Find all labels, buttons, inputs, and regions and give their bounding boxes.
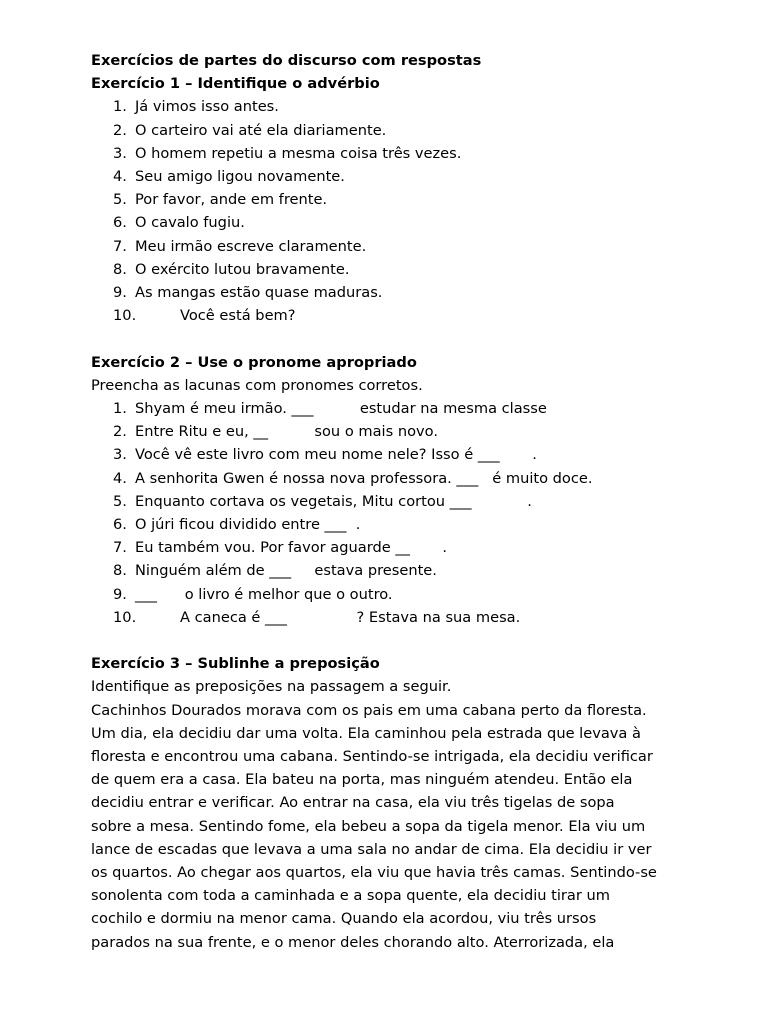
list-item — [91, 583, 691, 606]
exercise-2-intro: Preencha as lacunas com pronomes corretos. — [91, 376, 423, 394]
item-text: O cavalo fugiu. — [135, 214, 245, 232]
exercise-2-list — [91, 397, 691, 629]
exercise-3-intro: Identifique as preposições na passagem a seguir. — [91, 678, 452, 696]
exercise-1-heading: Exercício 1 – Identifique o advérbio — [91, 75, 380, 93]
item-number: 4. — [113, 469, 127, 487]
exercise-1-list — [91, 95, 691, 327]
item-number: 9. — [113, 284, 127, 302]
passage-line: de quem era a casa. Ela bateu na porta, mas ninguém atendeu. Então ela — [91, 771, 633, 789]
section-gap — [91, 629, 691, 652]
item-text: Eu também vou. Por favor aguarde __ . — [135, 539, 448, 557]
item-number: 1. — [113, 400, 127, 418]
item-text: A senhorita Gwen é nossa nova professora. ___ é muito doce. — [135, 469, 593, 487]
passage-line: floresta e encontrou uma cabana. Sentindo-se intrigada, ela decidiu verificar — [91, 748, 653, 766]
item-text: Enquanto cortava os vegetais, Mitu cortou ___ . — [135, 492, 532, 510]
item-number: 9. — [113, 585, 127, 603]
passage-line: os quartos. Ao chegar aos quartos, ela viu que havia três camas. Sentindo-se — [91, 864, 657, 882]
item-number: 10. — [113, 608, 137, 626]
section-gap — [91, 327, 691, 350]
item-number: 8. — [113, 260, 127, 278]
list-item — [91, 443, 691, 466]
passage-line: sonolenta com toda a caminhada e a sopa quente, ela decidiu tirar um — [91, 887, 610, 905]
list-item — [91, 258, 691, 281]
list-item — [91, 235, 691, 258]
item-number: 3. — [113, 446, 127, 464]
item-text: Ninguém além de ___ estava presente. — [135, 562, 437, 580]
document-page — [91, 49, 691, 954]
list-item — [91, 119, 691, 142]
exercise-3-heading: Exercício 3 – Sublinhe a preposição — [91, 655, 380, 673]
passage-line: sobre a mesa. Sentindo fome, ela bebeu a sopa da tigela menor. Ela viu um — [91, 817, 646, 835]
list-item — [91, 513, 691, 536]
list-item — [91, 490, 691, 513]
item-text: Shyam é meu irmão. ___ estudar na mesma classe — [135, 400, 547, 418]
item-text: Entre Ritu e eu, __ sou o mais novo. — [135, 423, 438, 441]
passage-line: parados na sua frente, e o menor deles chorando alto. Aterrorizada, ela — [91, 933, 615, 951]
list-item — [91, 142, 691, 165]
item-text: Meu irmão escreve claramente. — [135, 237, 367, 255]
exercise-3-passage — [91, 699, 691, 954]
item-text: O júri ficou dividido entre ___ . — [135, 516, 361, 534]
item-number: 1. — [113, 98, 127, 116]
item-text: O homem repetiu a mesma coisa três vezes. — [135, 144, 462, 162]
item-number: 6. — [113, 516, 127, 534]
item-number: 10. — [113, 307, 137, 325]
list-item — [91, 304, 691, 327]
item-number: 5. — [113, 191, 127, 209]
item-number: 8. — [113, 562, 127, 580]
list-item — [91, 467, 691, 490]
item-text: Por favor, ande em frente. — [135, 191, 328, 209]
passage-line: lance de escadas que levava a uma sala no andar de cima. Ela decidiu ir ver — [91, 840, 652, 858]
item-text: ___ o livro é melhor que o outro. — [135, 585, 393, 603]
item-number: 2. — [113, 121, 127, 139]
item-number: 3. — [113, 144, 127, 162]
list-item — [91, 165, 691, 188]
item-text: Já vimos isso antes. — [135, 98, 279, 116]
item-text: O carteiro vai até ela diariamente. — [135, 121, 387, 139]
exercise-2-heading: Exercício 2 – Use o pronome apropriado — [91, 353, 417, 371]
list-item — [91, 606, 691, 629]
item-number: 4. — [113, 168, 127, 186]
item-number: 5. — [113, 492, 127, 510]
item-text: O exército lutou bravamente. — [135, 260, 350, 278]
item-text: As mangas estão quase maduras. — [135, 284, 383, 302]
item-number: 7. — [113, 237, 127, 255]
item-number: 2. — [113, 423, 127, 441]
list-item — [91, 211, 691, 234]
list-item — [91, 188, 691, 211]
item-text: Seu amigo ligou novamente. — [135, 168, 345, 186]
passage-line: decidiu entrar e verificar. Ao entrar na casa, ela viu três tigelas de sopa — [91, 794, 615, 812]
list-item — [91, 281, 691, 304]
item-number: 6. — [113, 214, 127, 232]
item-text: A caneca é ___ ? Estava na sua mesa. — [180, 608, 521, 626]
passage-line: Cachinhos Dourados morava com os pais em uma cabana perto da floresta. — [91, 701, 647, 719]
list-item — [91, 536, 691, 559]
list-item — [91, 397, 691, 420]
list-item — [91, 95, 691, 118]
passage-line: Um dia, ela decidiu dar uma volta. Ela caminhou pela estrada que levava à — [91, 724, 641, 742]
item-text: Você vê este livro com meu nome nele? Isso é ___ . — [135, 446, 537, 464]
list-item — [91, 420, 691, 443]
item-text: Você está bem? — [180, 307, 296, 325]
passage-line: cochilo e dormiu na menor cama. Quando ela acordou, viu três ursos — [91, 910, 597, 928]
document-title: Exercícios de partes do discurso com respostas — [91, 52, 482, 69]
list-item — [91, 559, 691, 582]
item-number: 7. — [113, 539, 127, 557]
